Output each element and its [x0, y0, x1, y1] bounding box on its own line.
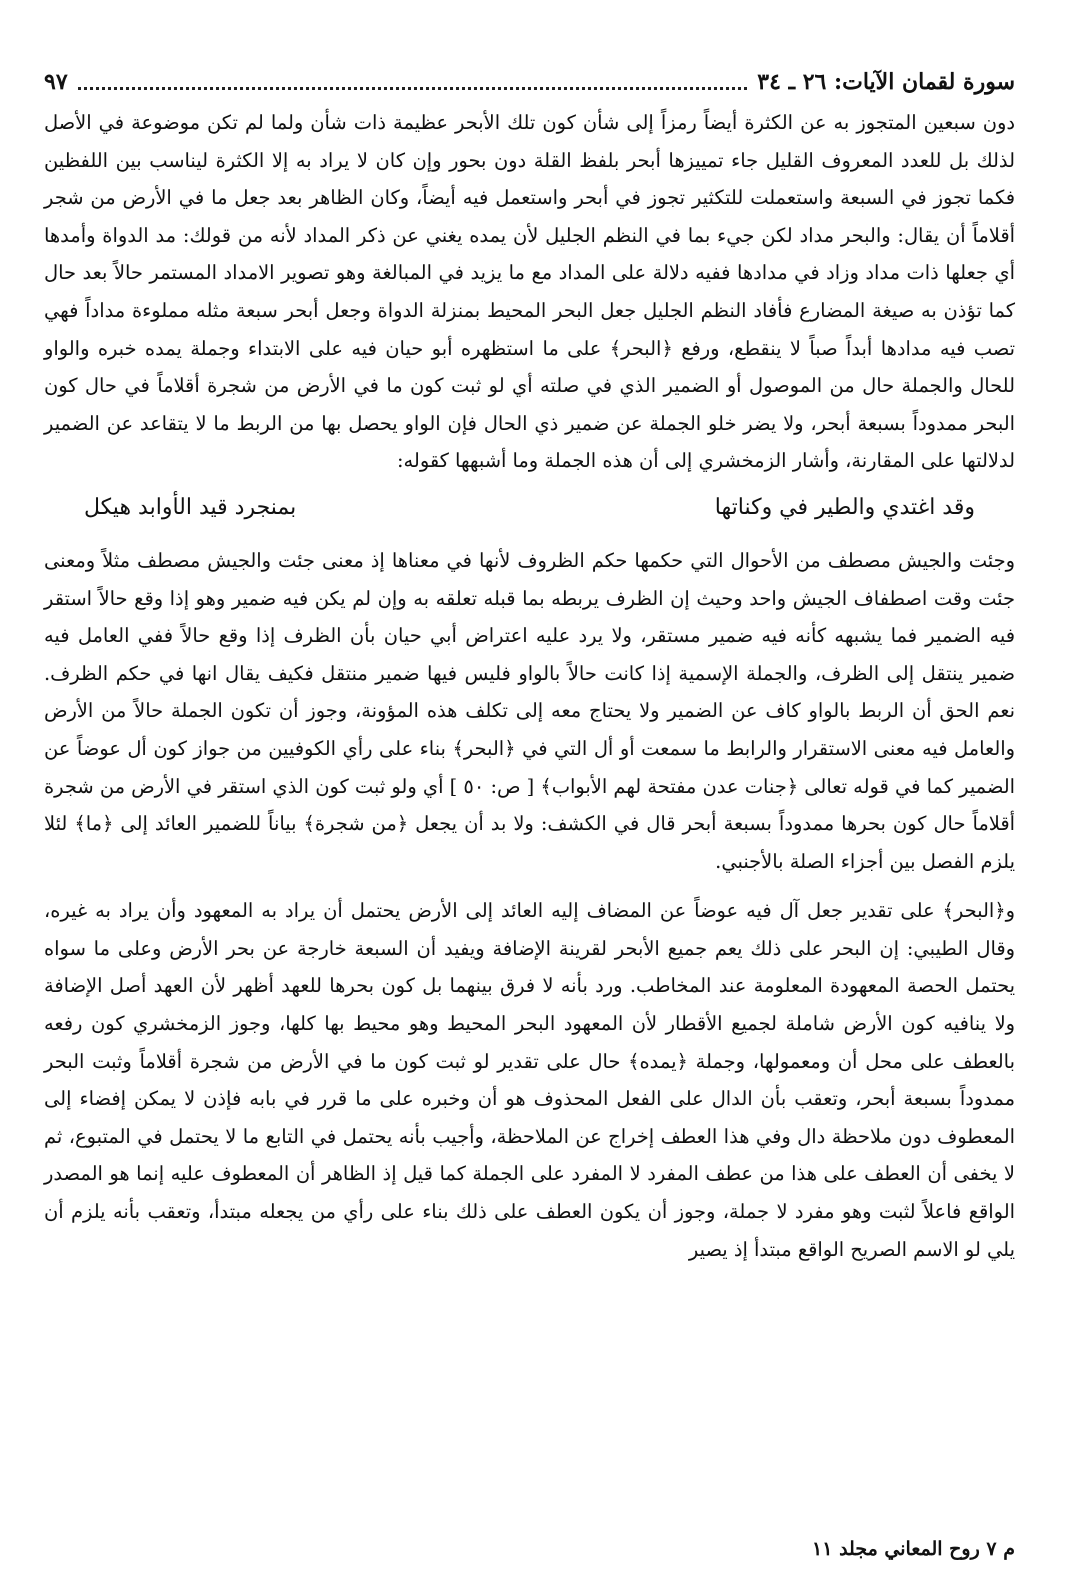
page-header	[44, 62, 1015, 102]
leader-dots	[78, 87, 748, 90]
paragraph-3: و﴿البحر﴾ على تقدير جعل آل فيه عوضاً عن المضاف إليه العائد إلى الأرض يحتمل أن يراد به المعهود وأن يراد به غيره، وقال الطيبي: إن البحر على ذلك يعم جميع الأبحر لقرينة الإضافة ويفيد أن السبعة خارجة عن بحر الأرض وعلى ما سواه يحتمل الحصة المعهودة المعلومة عند المخاطب. ورد بأنه لا فرق بينهما بل كون بحرها للعهد أظهر لأن العهد أصل الإضافة ولا ينافيه كون الأرض شاملة لجميع الأقطار لأن المعهود البحر المحيط وهو محيط بها كلها، وجوز الزمخشري كون رفعه بالعطف على محل أن ومعمولها، وجملة ﴿يمده﴾ حال على تقدير لو ثبت كون ما في الأرض من شجرة أقلاماً وثبت البحر ممدوداً بسبعة أبحر، وتعقب بأن الدال على الفعل المحذوف هو أن وخبره على ما قرر في بابه فإذن لا يمكن إفضاء إلى المعطوف دون ملاحظة دال وفي هذا العطف إخراج عن الملاحظة، وأجيب بأنه يحتمل في التابع ما لا يحتمل في المتبوع، ثم لا يخفى أن العطف على هذا من عطف المفرد لا المفرد على الجملة كما قيل إذ الظاهر أن المعطوف عليه إنما هو المصدر الواقع فاعلاً لثبت وهو مفرد لا جملة، وجوز أن يكون العطف على ذلك بناء على رأي من يجعله مبتدأ، وتعقب بأنه يلزم أن يلي لو الاسم الصريح الواقع مبتدأ إذ يصير	[44, 899, 1015, 1261]
volume-signature: م ٧ روح المعاني مجلد ١١	[812, 1538, 1015, 1560]
verse-first-hemistich: وقد اغتدي والطير في وكناتها	[714, 494, 975, 520]
verse-second-hemistich: بمنجرد قيد الأوابد هيكل	[84, 494, 297, 520]
surah-title: سورة لقمان الآيات: ٢٦ ـ ٣٤	[757, 69, 1015, 95]
page	[44, 62, 1015, 1562]
paragraph-2: وجئت والجيش مصطف من الأحوال التي حكمها حكم الظروف لأنها في معناها إذ معنى جئت والجيش مصطف مثلاً ومعنى جئت وقت اصطفاف الجيش واحد وحيث إن الظرف يربطه بما قبله تعلقه به وإن لم يكن فيه ضمير وهو إذا وقع حالاً استقر فيه الضمير فما يشبهه كأنه فيه ضمير مستقر، ولا يرد عليه اعتراض أبي حيان بأن الظرف إذا وقع حالاً ففي العامل فيه ضمير ينتقل إلى الظرف، والجملة الإسمية إذا كانت حالاً بالواو فليس فيها ضمير منتقل فكيف يقال انها في حكم الظرف. نعم الحق أن الربط بالواو كاف عن الضمير ولا يحتاج معه إلى تكلف هذه المؤونة، وجوز أن تكون الجملة حالاً من الأرض والعامل فيه معنى الاستقرار والرابط ما سمعت أو أل التي في ﴿البحر﴾ بناء على رأي الكوفيين من جواز كون أل عوضاً عن الضمير كما في قوله تعالى ﴿جنات عدن مفتحة لهم الأبواب﴾ [ ص: ٥٠ ] أي ولو ثبت كون الذي استقر في الأرض من شجرة أقلاماً حال كون بحرها ممدوداً بسبعة أبحر قال في الكشف: ولا بد أن يجعل ﴿من شجرة﴾ بياناً للضمير العائد إلى ﴿ما﴾ لئلا يلزم الفصل بين أجزاء الصلة بالأجنبي.	[44, 548, 1015, 873]
poetry-verse	[84, 488, 975, 528]
paragraph-gap	[44, 880, 1015, 892]
page-number: ٩٧	[44, 69, 68, 95]
paragraph-1: دون سبعين المتجوز به عن الكثرة أيضاً رمزاً إلى شأن كون تلك الأبحر عظيمة ذات شأن ولما لم تكن موضوعة في الأصل لذلك بل للعدد المعروف القليل جاء تمييزها أبحر بلفظ القلة دون بحور وإن كان لا يراد به إلا الكثرة ليناسب بين اللفظين فكما تجوز في السبعة واستعملت للتكثير تجوز في أبحر واستعمل فيه أيضاً، وكان الظاهر بعد جعل ما في الأرض من شجر أقلاماً أن يقال: والبحر مداد لكن جيء بما في النظم الجليل لأن يمده يغني عن ذكر المداد لأنه من قولك: مد الدواة وأمدها أي جعلها ذات مداد وزاد في مدادها ففيه دلالة على المداد مع ما يزيد في المبالغة وهو تصوير الامداد المستمر حالاً بعد حال كما تؤذن به صيغة المضارع فأفاد النظم الجليل جعل البحر المحيط بمنزلة الدواة وجعل أبحر سبعة مثله مملوءة مداداً فهي تصب فيه مدادها أبداً صباً لا ينقطع، ورفع ﴿البحر﴾ على ما استظهره أبو حيان فيه على الابتداء وجملة يمده خبره والواو للحال والجملة حال من الموصول أو الضمير الذي في صلته أي لو ثبت كون ما في الأرض من شجرة أقلاماً في حال كون البحر ممدوداً بسبعة أبحر، ولا يضر خلو الجملة عن ضمير ذي الحال فإن الواو يحصل بها من الربط ما لا يتقاعد عن الضمير لدلالتها على المقارنة، وأشار الزمخشري إلى أن هذه الجملة وما أشبهها كقوله:	[44, 111, 1016, 473]
